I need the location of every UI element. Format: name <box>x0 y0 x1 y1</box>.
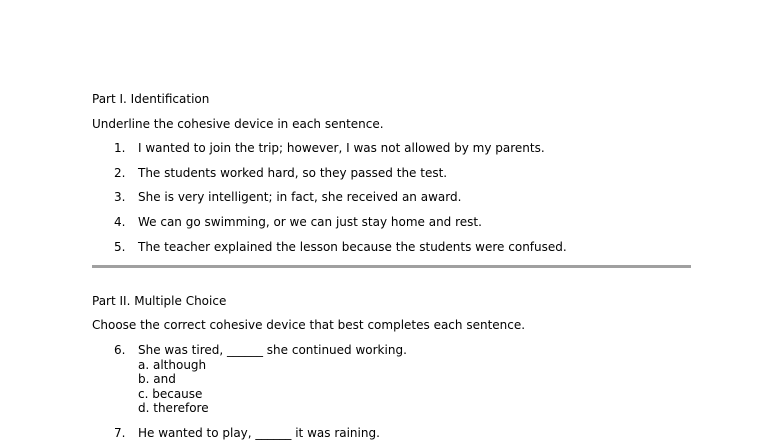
item-number: 2. <box>114 166 126 180</box>
part1-instruction: Underline the cohesive device in each sentence. <box>92 117 384 131</box>
item-text: The teacher explained the lesson because the students were confused. <box>138 240 567 254</box>
part2-instruction: Choose the correct cohesive device that best completes each sentence. <box>92 318 526 332</box>
item-number: 1. <box>114 141 126 155</box>
section-divider <box>92 265 691 268</box>
part1-heading: Part I. Identification <box>92 92 210 106</box>
question-number: 7. <box>114 426 126 440</box>
part2-heading: Part II. Multiple Choice <box>92 294 227 308</box>
item-text: We can go swimming, or we can just stay home and rest. <box>138 215 482 229</box>
question-number: 6. <box>114 343 126 357</box>
option-a: a. although <box>138 358 207 372</box>
option-c: c. because <box>138 387 203 401</box>
option-b: b. and <box>138 372 176 386</box>
item-text: I wanted to join the trip; however, I was not allowed by my parents. <box>138 141 545 155</box>
item-text: She is very intelligent; in fact, she received an award. <box>138 190 462 204</box>
item-number: 4. <box>114 215 126 229</box>
question-text: She was tired, ______ she continued working. <box>138 343 407 357</box>
question-text: He wanted to play, ______ it was raining. <box>138 426 380 440</box>
option-d: d. therefore <box>138 401 209 415</box>
item-number: 3. <box>114 190 126 204</box>
item-number: 5. <box>114 240 126 254</box>
item-text: The students worked hard, so they passed the test. <box>138 166 448 180</box>
